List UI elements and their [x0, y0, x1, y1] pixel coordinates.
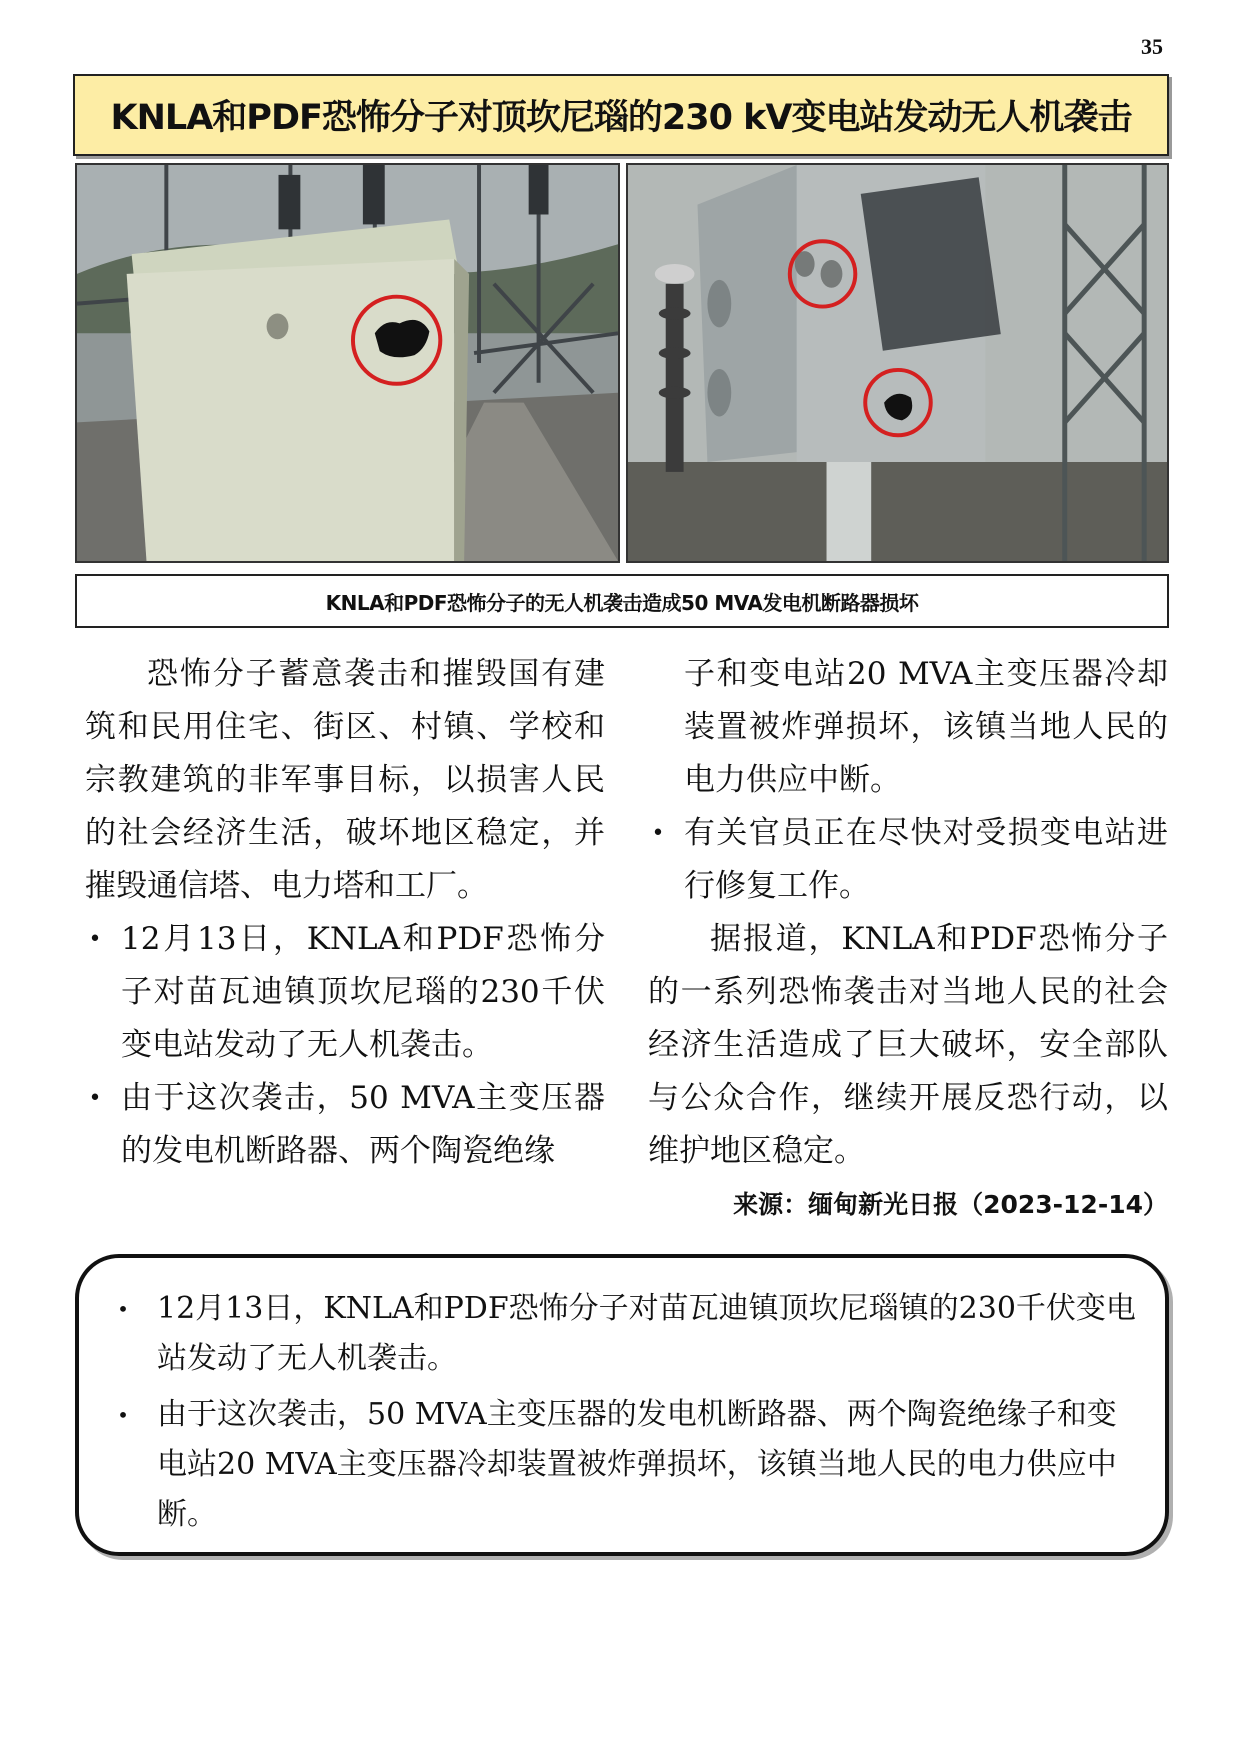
photo-caption: KNLA和PDF恐怖分子的无人机袭击造成50 MVA发电机断路器损坏	[325, 590, 919, 615]
bullet-icon: •	[88, 1086, 102, 1111]
bullet-icon: •	[88, 927, 102, 952]
bullet-continuation: 子和变电站20 MVA主变压器冷却装置被炸弹损坏，该镇当地人民的电力供应中断。	[684, 656, 1168, 798]
summary-text: 12月13日，KNLA和PDF恐怖分子对苗瓦迪镇顶坎尼瑙镇的230千伏变电站发动了无人机袭击。	[157, 1291, 1136, 1376]
source-citation: 来源：缅甸新光日报（2023-12-14）	[733, 1190, 1168, 1219]
bullet-text: 12月13日，KNLA和PDF恐怖分子对苗瓦迪镇顶坎尼瑙的230千伏变电站发动了无人机袭击。	[121, 921, 605, 1063]
page-title: KNLA和PDF恐怖分子对顶坎尼瑙的230 kV变电站发动无人机袭击	[110, 98, 1132, 138]
bullet-item	[648, 807, 1168, 913]
bullet-icon: •	[117, 1403, 129, 1427]
photo-caption-box	[75, 574, 1169, 628]
article-column-left	[85, 648, 605, 1178]
summary-box	[75, 1254, 1169, 1556]
damaged-cabinet-image	[77, 165, 618, 561]
summary-item	[105, 1390, 1139, 1540]
bullet-item	[85, 913, 605, 1072]
summary-item	[105, 1284, 1139, 1384]
bullet-icon: •	[651, 821, 665, 846]
closing-paragraph: 据报道，KNLA和PDF恐怖分子的一系列恐怖袭击对当地人民的社会经济生活造成了巨大破坏，安全部队与公众合作，继续开展反恐行动，以维护地区稳定。	[648, 921, 1168, 1169]
page-number: 35	[1141, 34, 1163, 59]
article-column-right	[648, 648, 1168, 1231]
bullet-icon: •	[117, 1297, 129, 1321]
photo-damaged-box	[626, 163, 1169, 563]
bullet-text: 有关官员正在尽快对受损变电站进行修复工作。	[684, 815, 1168, 904]
intro-paragraph: 恐怖分子蓄意袭击和摧毁国有建筑和民用住宅、街区、村镇、学校和宗教建筑的非军事目标，以损害人民的社会经济生活，破坏地区稳定，并摧毁通信塔、电力塔和工厂。	[85, 656, 605, 904]
summary-text: 由于这次袭击，50 MVA主变压器的发电机断路器、两个陶瓷绝缘子和变电站20 MVA主变压器冷却装置被炸弹损坏，该镇当地人民的电力供应中断。	[157, 1397, 1117, 1532]
photo-damaged-cabinet	[75, 163, 620, 563]
bullet-item	[85, 1072, 605, 1178]
title-banner	[73, 74, 1169, 156]
damaged-box-image	[628, 165, 1167, 561]
bullet-text: 由于这次袭击，50 MVA主变压器的发电机断路器、两个陶瓷绝缘	[121, 1080, 605, 1169]
